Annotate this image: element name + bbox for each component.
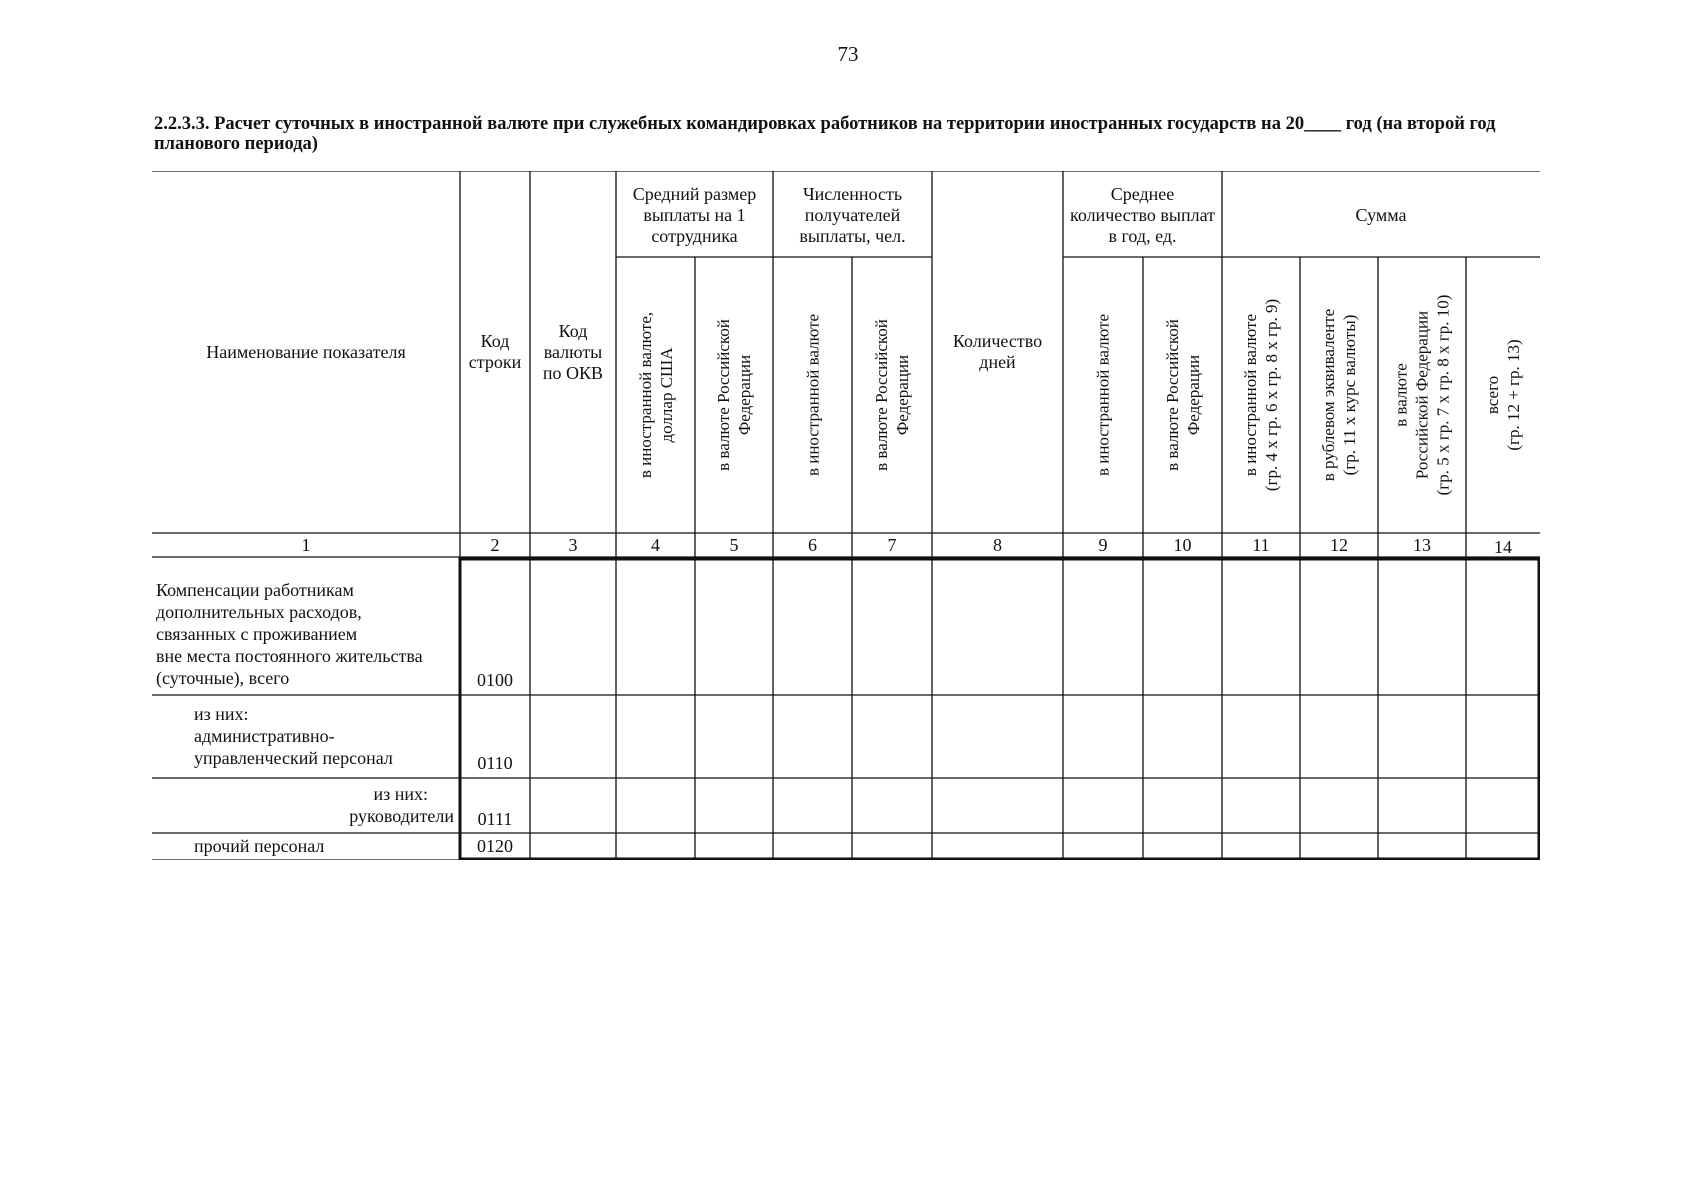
subheader-col-10-line-2: Федерации	[1183, 354, 1203, 436]
subheader-col-6	[773, 257, 852, 533]
subheader-col-6-line-1: в иностранной валюте	[803, 313, 822, 477]
page-number: 73	[837, 42, 859, 66]
column-number-2: 2	[490, 535, 500, 555]
column-number-11: 11	[1252, 535, 1270, 555]
subheader-col-4-line-1: в иностранной валюте,	[635, 311, 655, 479]
subheader-col-12-line-1: в рублевом эквиваленте	[1319, 308, 1338, 482]
subheader-col-10-line-1: в валюте Российской	[1162, 319, 1182, 471]
table-row-label-0111	[152, 783, 454, 827]
column-number-4: 4	[651, 535, 660, 555]
header-avg-payment: Средний размер выплаты на 1 сотрудника	[632, 183, 757, 246]
subheader-col-13-line-3: (гр. 5 x гр. 7 x гр. 8 x гр. 10)	[1433, 294, 1453, 496]
row-code-0110: 0110	[477, 753, 513, 773]
column-number-12: 12	[1330, 535, 1348, 555]
subheader-col-9	[1063, 257, 1143, 533]
subheader-col-11-line-2: (гр. 4 x гр. 6 x гр. 8 x гр. 9)	[1262, 298, 1281, 492]
header-currency-code: Код валюты по ОКВ	[542, 320, 604, 383]
subheader-col-13-line-2: Российской Федерации	[1412, 310, 1432, 480]
subheader-col-5-line-2: Федерации	[735, 354, 754, 436]
subheader-col-7-line-1: в валюте Российской	[872, 319, 891, 471]
subheader-col-13-line-1: в валюте	[1391, 363, 1411, 427]
header-name: Наименование показателя	[206, 341, 406, 362]
subheader-col-5	[695, 257, 773, 533]
row-0120-line-1: прочий персонал	[194, 836, 325, 856]
subheader-col-7	[852, 257, 932, 533]
row-0100-line-3: связанных с проживанием	[156, 624, 358, 644]
row-0100-line-1: Компенсации работникам	[156, 580, 354, 600]
header-days: Количество дней	[952, 331, 1043, 372]
row-0111-line-1: из них:	[373, 784, 428, 804]
header-row-code: Код строки	[468, 331, 522, 372]
row-0100-line-5: (суточные), всего	[156, 668, 290, 688]
header-sum: Сумма	[1355, 204, 1407, 225]
row-code-0100: 0100	[477, 670, 513, 690]
column-number-6: 6	[808, 535, 817, 555]
subheader-col-4-line-2: доллар США	[656, 347, 676, 443]
subheader-col-4	[616, 257, 695, 533]
table-row-label-0120	[194, 835, 460, 857]
column-number-1: 1	[301, 535, 311, 555]
column-number-8: 8	[993, 535, 1002, 555]
row-code-0120: 0120	[477, 836, 513, 856]
row-0100-line-2: дополнительных расходов,	[156, 602, 362, 622]
subheader-col-12	[1300, 257, 1378, 533]
column-number-9: 9	[1098, 535, 1108, 555]
row-0110-line-2: административно-	[194, 726, 335, 746]
header-recipients: Численность получателей выплаты, чел.	[799, 183, 906, 246]
row-0110-line-1: из них:	[194, 704, 249, 724]
subheader-col-5-line-1: в валюте Российской	[714, 319, 733, 471]
subheader-col-14-line-2: (гр. 12 + гр. 13)	[1504, 339, 1523, 451]
subheader-col-14	[1466, 257, 1540, 533]
subheader-col-9-line-1: в иностранной валюте	[1093, 313, 1113, 477]
row-0111-line-2: руководители	[349, 806, 454, 826]
subheader-col-11	[1222, 257, 1300, 533]
calculation-table	[152, 171, 1540, 860]
row-code-0111: 0111	[477, 809, 513, 829]
column-number-14: 14	[1494, 537, 1512, 557]
column-number-5: 5	[729, 535, 739, 555]
column-number-10: 10	[1173, 535, 1192, 555]
subheader-col-14-line-1: всего	[1483, 375, 1502, 415]
column-number-7: 7	[887, 535, 897, 555]
subheader-col-10	[1143, 257, 1222, 533]
header-avg-count: Среднее количество выплат в год, ед.	[1069, 183, 1216, 246]
subheader-col-12-line-2: (гр. 11 x курс валюты)	[1340, 314, 1359, 476]
row-0100-line-4: вне места постоянного жительства	[156, 646, 423, 666]
column-number-3: 3	[568, 535, 578, 555]
table-row-label-0110	[194, 703, 460, 769]
row-0110-line-3: управленческий персонал	[194, 748, 393, 768]
table-row-label-0100	[156, 579, 460, 689]
section-title: 2.2.3.3. Расчет суточных в иностранной валюте при служебных командировках работников на территории иностранных государств на 20____ год (на второй год планового периода)	[154, 114, 1496, 154]
subheader-col-7-line-2: Федерации	[893, 354, 912, 436]
column-number-13: 13	[1413, 535, 1431, 555]
subheader-col-11-line-1: в иностранной валюте	[1241, 313, 1260, 477]
subheader-col-13	[1378, 257, 1466, 533]
